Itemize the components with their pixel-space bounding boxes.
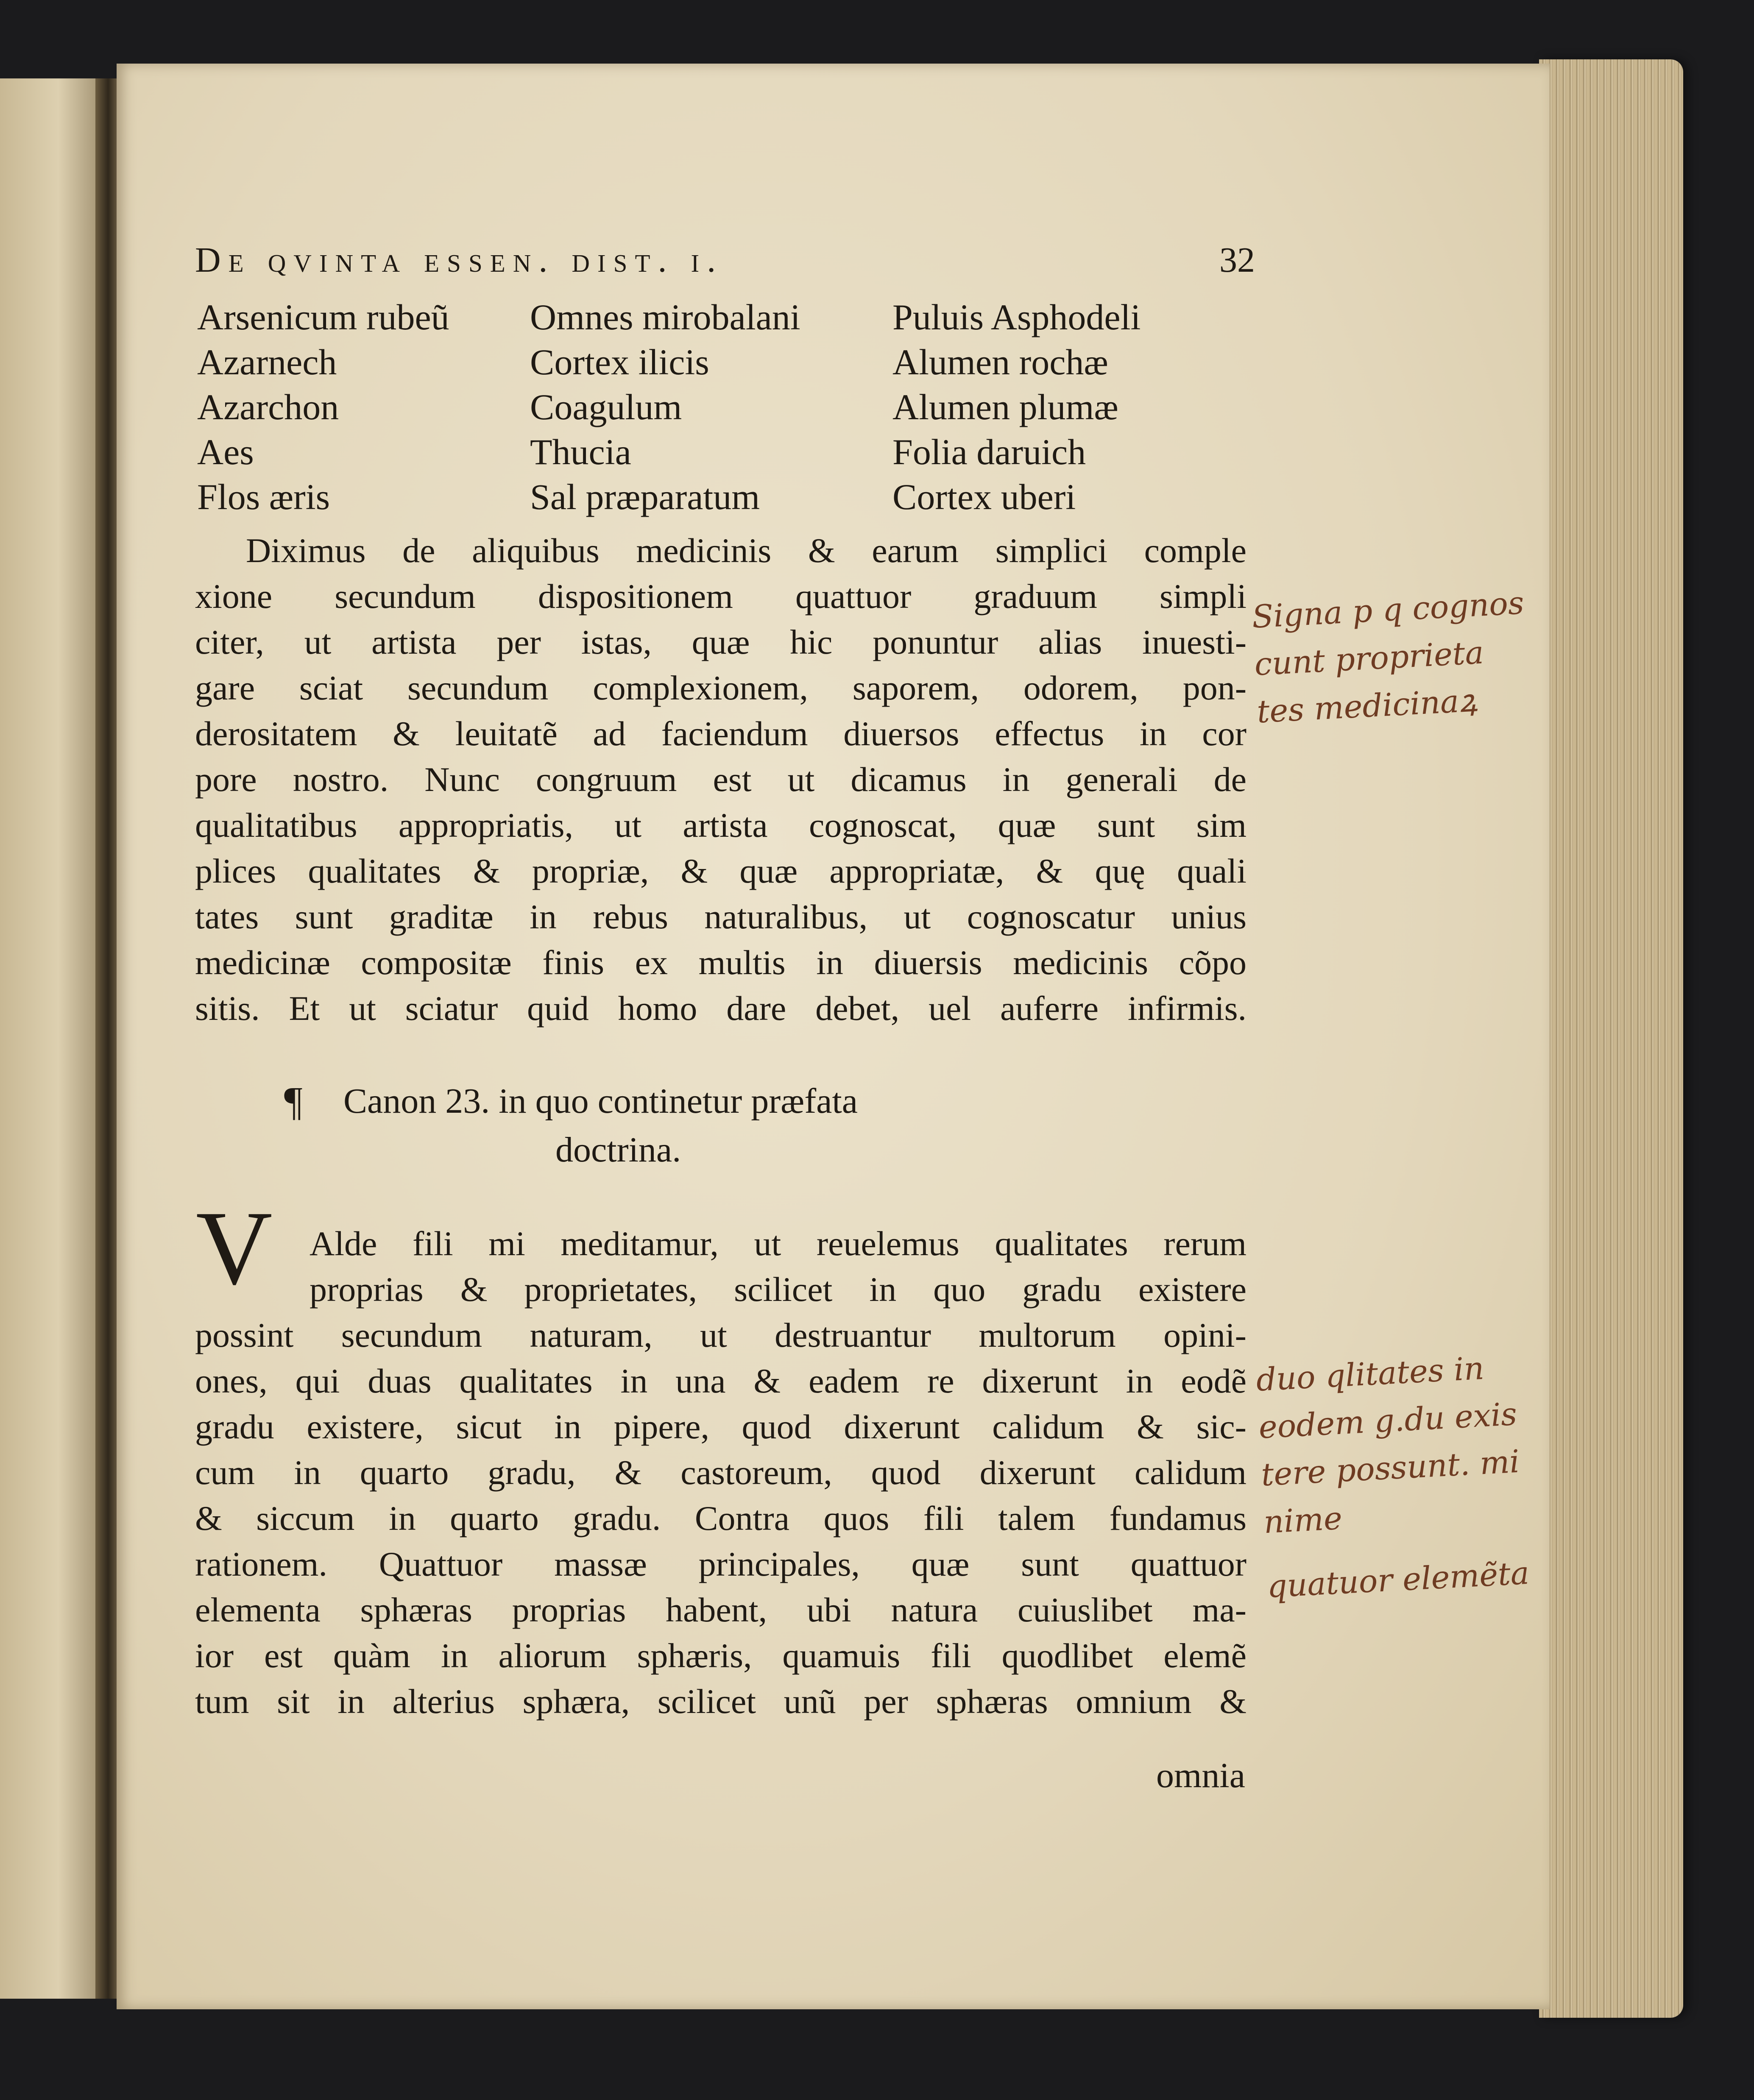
- paragraph-1: [195, 528, 1246, 1031]
- list-item: Folia daruich: [892, 432, 1086, 472]
- catchword: omnia: [1156, 1756, 1245, 1795]
- text-line: proprias & proprietates, scilicet in quo gradu existere: [310, 1270, 1246, 1309]
- marginal-note-line: eodem g.du exis: [1258, 1395, 1518, 1446]
- marginal-note-2: [1255, 1343, 1531, 1611]
- text-line: & siccum in quarto gradu. Contra quos fili talem fundamus: [195, 1499, 1246, 1537]
- marginal-note-line: tes medicinaꝝ: [1256, 682, 1478, 730]
- list-item: Cortex ilicis: [530, 342, 709, 382]
- list-item: Coagulum: [530, 387, 682, 427]
- canon-heading-line-2: doctrina.: [555, 1130, 681, 1170]
- text-line: tum sit in alterius sphæra, scilicet unũ per sphæras omnium &: [195, 1682, 1246, 1721]
- substance-column-3: [892, 295, 1240, 519]
- marginal-note-line: quatuor elemẽta: [1266, 1554, 1530, 1605]
- text-line: plices qualitates & propriæ, & quæ appropriatæ, & quę quali: [195, 852, 1246, 890]
- paragraph-2: [195, 1221, 1246, 1724]
- list-item: Sal præparatum: [530, 476, 760, 517]
- text-line: sitis. Et ut sciatur quid homo dare debet, uel auferre infirmis.: [195, 989, 1246, 1028]
- list-item: Aes: [197, 432, 254, 472]
- page-block-edges: [1539, 59, 1683, 2018]
- text-line: ior est quàm in aliorum sphæris, quamuis fili quodlibet elemẽ: [195, 1636, 1246, 1675]
- drop-cap: V: [196, 1189, 273, 1307]
- list-item: Flos æris: [197, 476, 330, 517]
- list-item: Azarchon: [197, 387, 339, 427]
- text-line: ones, qui duas qualitates in una & eadem re dixerunt in eodẽ: [195, 1362, 1246, 1400]
- text-line: elementa sphæras proprias habent, ubi natura cuiuslibet ma-: [195, 1590, 1246, 1629]
- substance-column-2: [530, 295, 878, 519]
- text-line: rationem. Quattuor massæ principales, quæ sunt quattuor: [195, 1545, 1246, 1583]
- marginal-note-1: [1251, 579, 1530, 735]
- list-item: Arsenicum rubeũ: [197, 297, 449, 337]
- marginal-note-line: duo qlitates in: [1255, 1350, 1485, 1398]
- text-line: cum in quarto gradu, & castoreum, quod dixerunt calidum: [195, 1453, 1246, 1492]
- list-item: Thucia: [530, 432, 631, 472]
- list-item: Azarnech: [197, 342, 337, 382]
- marginal-note-line: cunt proprieta: [1253, 634, 1485, 683]
- text-line: tates sunt graditæ in rebus naturalibus, ut cognoscatur unius: [195, 897, 1246, 936]
- running-head-title: De qvinta essen. dist. i.: [195, 240, 724, 280]
- list-item: Puluis Asphodeli: [892, 297, 1141, 337]
- text-line: xione secundum dispositionem quattuor graduum simpli: [195, 577, 1246, 616]
- left-page-edge: [0, 78, 106, 1999]
- text-line: medicinæ compositæ finis ex multis in diuersis medicinis cõpo: [195, 943, 1246, 982]
- text-line: gare sciat secundum complexionem, saporem, odorem, pon-: [195, 668, 1246, 707]
- marginal-note-line: Signa p q cognos: [1251, 585, 1525, 635]
- text-line: possint secundum naturam, ut destruantur multorum opini-: [195, 1316, 1246, 1354]
- text-line: derositatem & leuitatẽ ad faciendum diuersos effectus in cor: [195, 714, 1246, 753]
- pilcrow-mark: ¶: [284, 1078, 303, 1124]
- running-head: [195, 240, 1255, 281]
- marginal-note-line: tere possunt. mi: [1260, 1443, 1521, 1493]
- list-item: Alumen rochæ: [892, 342, 1108, 382]
- text-line: gradu existere, sicut in pipere, quod dixerunt calidum & sic-: [195, 1407, 1246, 1446]
- marginal-note-line: nime: [1263, 1500, 1343, 1541]
- list-item: Omnes mirobalani: [530, 297, 800, 337]
- list-item: Cortex uberi: [892, 476, 1076, 517]
- substance-lists: [197, 295, 1249, 515]
- folio-number: 32: [1219, 240, 1255, 280]
- canon-heading-line-1: Canon 23. in quo continetur præfata: [343, 1081, 858, 1121]
- text-line: Alde fili mi meditamur, ut reuelemus qualitates rerum: [310, 1224, 1246, 1263]
- list-item: Alumen plumæ: [892, 387, 1118, 427]
- text-line: Diximus de aliquibus medicinis & earum simplici comple: [246, 531, 1246, 570]
- text-line: citer, ut artista per istas, quæ hic ponuntur alias inuesti-: [195, 623, 1246, 661]
- substance-column-1: [197, 295, 545, 519]
- text-line: pore nostro. Nunc congruum est ut dicamus in generali de: [195, 760, 1246, 799]
- text-line: qualitatibus appropriatis, ut artista cognoscat, quæ sunt sim: [195, 806, 1246, 844]
